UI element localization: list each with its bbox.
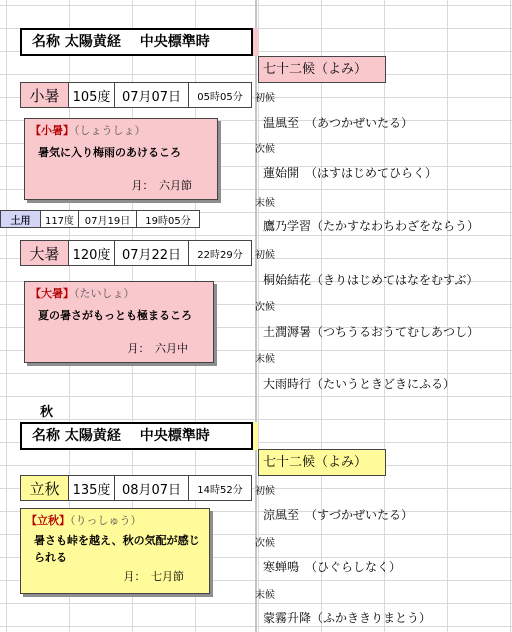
sekki-date: 07月07日 (115, 83, 189, 107)
desc-heading: 【大暑】 (30, 287, 74, 300)
kou-label: 初候 (255, 486, 275, 497)
sekki-degree: 120度 (69, 241, 115, 265)
doyo-time: 19時05分 (145, 215, 191, 227)
sekki-name: 大暑 (21, 241, 69, 265)
desc-month: 月： 六月節 (131, 179, 192, 192)
title-tail (253, 28, 258, 56)
section-title-summer: 名称 太陽黄経 中央標準時 (20, 28, 253, 56)
doyo-date: 07月19日 (79, 211, 137, 227)
kou-label: 次候 (255, 538, 275, 549)
sekki-name: 小暑 (21, 83, 69, 107)
sekki-date: 07月22日 (115, 241, 189, 265)
seventy-two-kou-label: 七十二候（よみ） (258, 449, 386, 476)
sekki-date: 08月07日 (115, 476, 189, 500)
kou-label: 末候 (255, 354, 275, 365)
kou-name: 大雨時行（たいうときどきにふる） (263, 377, 456, 391)
desc-reading: （たいしょ） (74, 287, 135, 300)
kou-label: 初候 (255, 250, 275, 261)
section-title-autumn: 名称 太陽黄経 中央標準時 (20, 422, 253, 450)
desc-text: 夏の暑さがもっとも極まるころ (38, 309, 192, 322)
desc-reading: （りっしゅう） (70, 514, 142, 527)
kou-name: 鷹乃学習（たかすなわちわざをならう） (263, 219, 480, 233)
doyo-tag: 土用 (1, 211, 41, 227)
sekki-time: 14時52分 (197, 484, 243, 496)
kou-name: 寒蝉鳴 （ひぐらしなく） (263, 560, 402, 574)
doyo-degree: 117度 (41, 211, 79, 227)
sekki-degree: 135度 (69, 476, 115, 500)
doyo-row (0, 210, 200, 228)
desc-month: 月： 六月中 (127, 342, 188, 355)
kou-label: 次候 (255, 302, 275, 313)
kou-label: 次候 (255, 144, 275, 155)
kou-name: 蒙霧升降（ふかききりまとう） (263, 611, 432, 625)
desc-heading: 【小暑】 (30, 124, 74, 137)
title-tail (253, 422, 258, 450)
kou-name: 温風至 （あつかぜいたる） (263, 116, 414, 130)
sekki-description-taisho (24, 281, 214, 363)
sekki-row-shousho (20, 82, 252, 108)
desc-text: 暑気に入り梅雨のあけるころ (38, 146, 181, 159)
sekki-description-shousho (24, 118, 218, 200)
kou-label: 初候 (255, 93, 275, 104)
sekki-degree: 105度 (69, 83, 115, 107)
sekki-row-risshu (20, 475, 252, 501)
sekki-time: 22時29分 (197, 249, 243, 261)
kou-name: 桐始結花（きりはじめてはなをむすぶ） (263, 273, 479, 287)
kou-label: 末候 (255, 590, 275, 601)
kou-label: 末候 (255, 198, 275, 209)
seventy-two-kou-label: 七十二候（よみ） (258, 56, 386, 83)
kou-name: 土潤溽暑（つちうるおうてむしあつし） (263, 325, 480, 339)
kou-name: 涼風至 （すづかぜいたる） (263, 508, 414, 522)
sekki-name: 立秋 (21, 476, 69, 500)
desc-text: 暑さも峠を越え、秋の気配が感じられる (34, 534, 200, 564)
sekki-row-taisho (20, 240, 252, 266)
season-heading: 秋 (40, 405, 54, 420)
sekki-description-risshu (20, 508, 210, 594)
desc-reading: （しょうしょ） (74, 124, 146, 137)
desc-month: 月： 七月節 (123, 570, 184, 583)
sekki-time: 05時05分 (197, 91, 243, 103)
desc-heading: 【立秋】 (26, 514, 70, 527)
kou-name: 蓮始開 （はすはじめてひらく） (263, 166, 438, 180)
